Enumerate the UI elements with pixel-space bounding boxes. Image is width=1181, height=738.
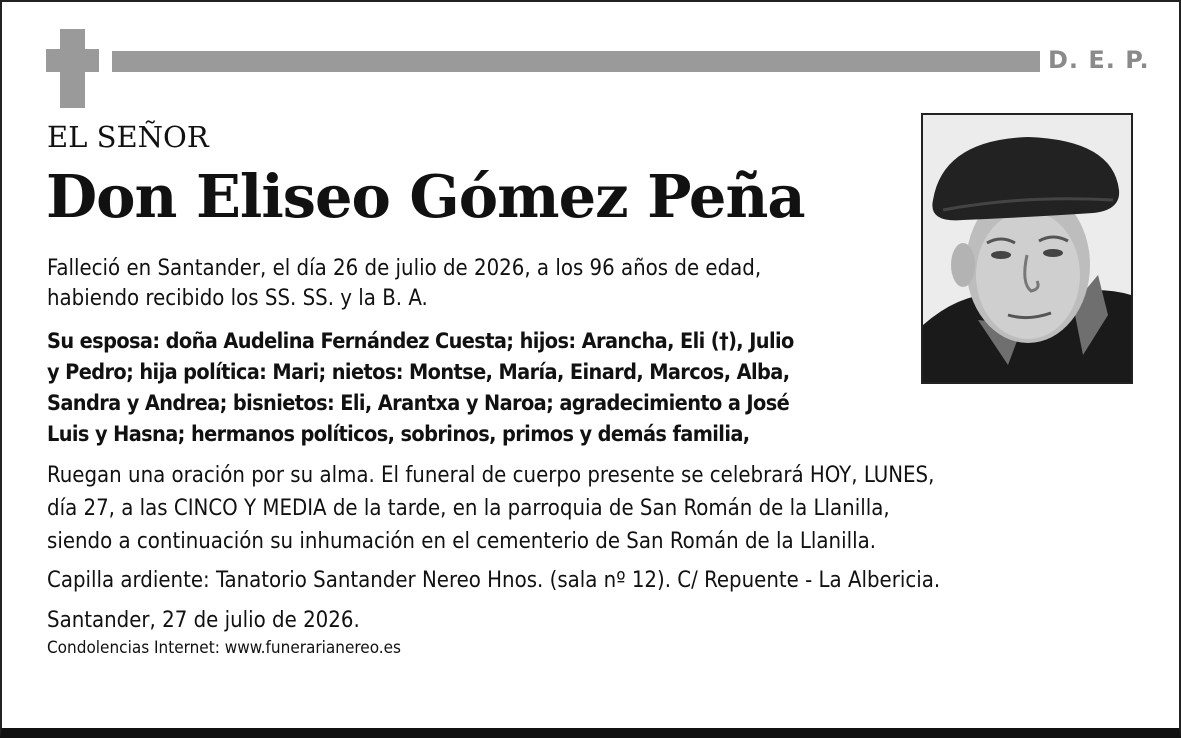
chapel-info: Capilla ardiente: Tanatorio Santander Nereo Hnos. (sala nº 12). C/ Repuente - La Albericia.	[47, 568, 941, 593]
funeral-line: siendo a continuación su inhumación en el cementerio de San Román de la Llanilla.	[47, 529, 876, 554]
death-notice-line: habiendo recibido los SS. SS. y la B. A.	[47, 286, 428, 311]
family-line: Luis y Hasna; hermanos políticos, sobrinos, primos y demás familia,	[47, 422, 750, 447]
place-date: Santander, 27 de julio de 2026.	[47, 608, 360, 633]
title-prefix: EL SEÑOR	[47, 120, 209, 154]
portrait-illustration	[923, 115, 1131, 382]
family-line: y Pedro; hija política: Mari; nietos: Montse, María, Einard, Marcos, Alba,	[47, 360, 790, 385]
portrait-photo	[921, 113, 1133, 384]
funeral-line: día 27, a las CINCO Y MEDIA de la tarde, en la parroquia de San Román de la Llanilla,	[47, 496, 890, 521]
dep-label: D. E. P.	[1048, 46, 1150, 74]
header-rule	[112, 51, 1040, 72]
deceased-name: Don Eliseo Gómez Peña	[46, 162, 805, 231]
family-line: Sandra y Andrea; bisnietos: Eli, Arantxa y Naroa; agradecimiento a José	[47, 391, 790, 416]
family-line: Su esposa: doña Audelina Fernández Cuesta; hijos: Arancha, Eli (†), Julio	[47, 329, 794, 354]
funeral-line: Ruegan una oración por su alma. El funeral de cuerpo presente se celebrará HOY, LUNES,	[47, 463, 935, 488]
death-notice-line: Falleció en Santander, el día 26 de julio de 2026, a los 96 años de edad,	[47, 256, 762, 281]
condolences-line: Condolencias Internet: www.funerarianereo.es	[47, 638, 402, 658]
